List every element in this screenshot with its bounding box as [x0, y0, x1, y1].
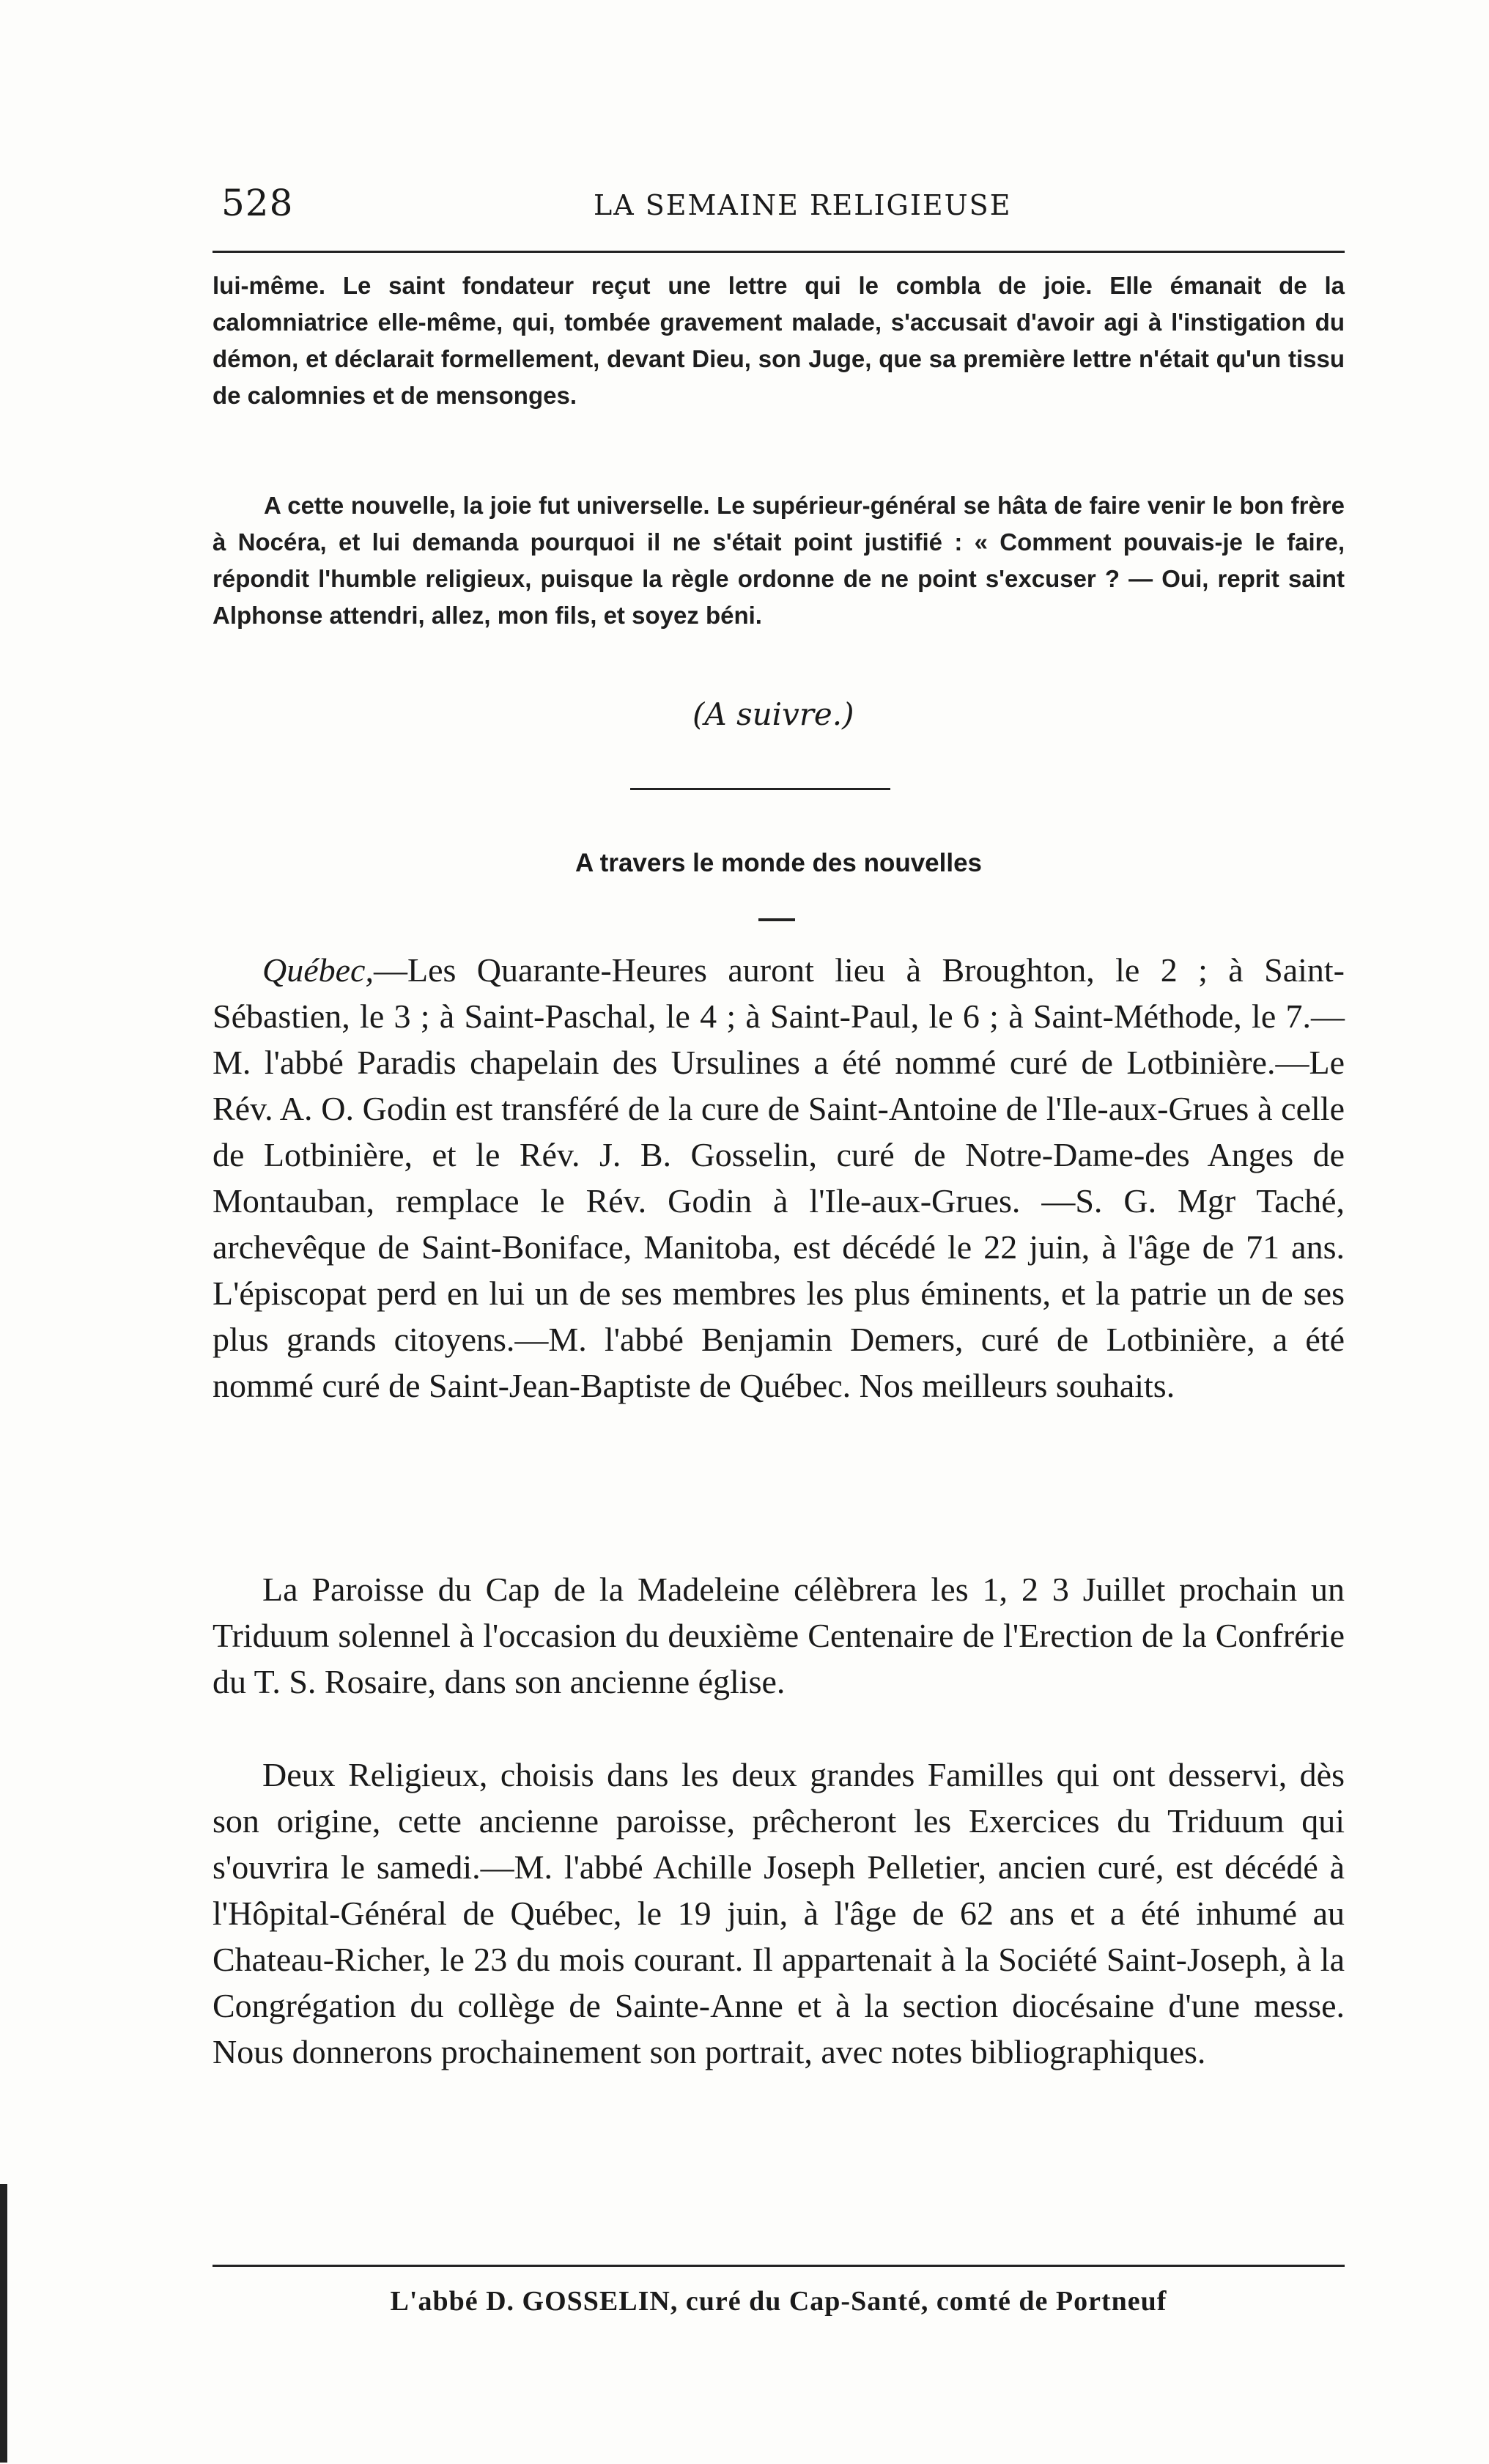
- page-number: 528: [221, 182, 294, 224]
- footer-rule: [213, 2265, 1345, 2267]
- continued-article-end: [213, 487, 1345, 634]
- section-divider: [630, 788, 890, 790]
- continued-paragraph-2: A cette nouvelle, la joie fut universelle. Le supérieur-général se hâta de faire venir le bon frère à Nocéra, et lui demanda pourquoi il ne s'était point justifié : « Comment pouvais-je le faire, répondit l'humble religieux, puisque la règle ordonne de ne point s'excuser ? — Oui, reprit saint Alphonse attendri, allez, mon fils, et soyez béni.: [213, 492, 1345, 629]
- news-item-3: [213, 1752, 1345, 2075]
- signature-prefix: L'abbé: [390, 2286, 487, 2317]
- running-head: LA SEMAINE RELIGIEUSE: [594, 189, 1012, 221]
- news-paragraph-2: La Paroisse du Cap de la Madeleine célèbrera les 1, 2 3 Juillet prochain un Triduum solennel à l'occasion du deuxième Centenaire de l'Erection de la Confrérie du T. S. Rosaire, dans son ancienne église.: [213, 1571, 1345, 1700]
- signature-suffix: curé du Cap-Santé, comté de Portneuf: [678, 2286, 1167, 2317]
- page-header: [213, 182, 1356, 233]
- continued-article: [213, 268, 1345, 414]
- to-be-continued: (A suivre.): [692, 696, 854, 732]
- news-paragraph-1: —Les Quarante-Heures auront lieu à Broughton, le 2 ; à Saint-Sébastien, le 3 ; à Saint-Paschal, le 4 ; à Saint-Paul, le 6 ; à Saint-Méthode, le 7.—M. l'abbé Paradis chapelain des Ursulines a été nommé curé de Lotbinière.—Le Rév. A. O. Godin est transféré de la cure de Saint-Antoine de l'Ile-aux-Grues à celle de Lotbinière, et le Rév. J. B. Gosselin, curé de Notre-Dame-des Anges de Montauban, remplace le Rév. Godin à l'Ile-aux-Grues. —S. G. Mgr Taché, archevêque de Saint-Boniface, Manitoba, est décédé le 22 juin, à l'âge de 71 ans. L'épiscopat perd en lui un de ses membres les plus éminents, et la patrie un de ses plus grands citoyens.—M. l'abbé Benjamin Demers, curé de Lotbinière, a été nommé curé de Saint-Jean-Baptiste de Québec. Nos meilleurs souhaits.: [213, 951, 1345, 1404]
- signature-name: D. GOSSELIN,: [486, 2286, 679, 2317]
- signature-line: [213, 2285, 1345, 2317]
- continued-paragraph-1: lui-même. Le saint fondateur reçut une lettre qui le combla de joie. Elle émanait de la calomniatrice elle-même, qui, tombée gravement malade, s'accusait d'avoir agi à l'instigation du démon, et déclarait formellement, devant Dieu, son Juge, que sa première lettre n'était qu'un tissu de calomnies et de mensonges.: [213, 272, 1345, 409]
- binding-edge-mark: [0, 2184, 7, 2463]
- section-title: A travers le monde des nouvelles: [574, 849, 983, 877]
- title-dash: [758, 918, 795, 921]
- news-item-1: [213, 947, 1345, 1409]
- news-paragraph-3: Deux Religieux, choisis dans les deux grandes Familles qui ont desservi, dès son origine, cette ancienne paroisse, prêcheront les Exercices du Triduum qui s'ouvrira le samedi.—M. l'abbé Achille Joseph Pelletier, ancien curé, est décédé à l'Hôpital-Général de Québec, le 19 juin, à l'âge de 62 ans et a été inhumé au Chateau-Richer, le 23 du mois courant. Il appartenait à la Société Saint-Joseph, à la Congrégation du collège de Sainte-Anne et à la section diocésaine d'une messe. Nous donnerons prochainement son portrait, avec notes bibliographiques.: [213, 1756, 1345, 2070]
- news-item-2: [213, 1566, 1345, 1705]
- news-lead-word: Québec,: [262, 951, 374, 989]
- header-rule: [213, 251, 1345, 253]
